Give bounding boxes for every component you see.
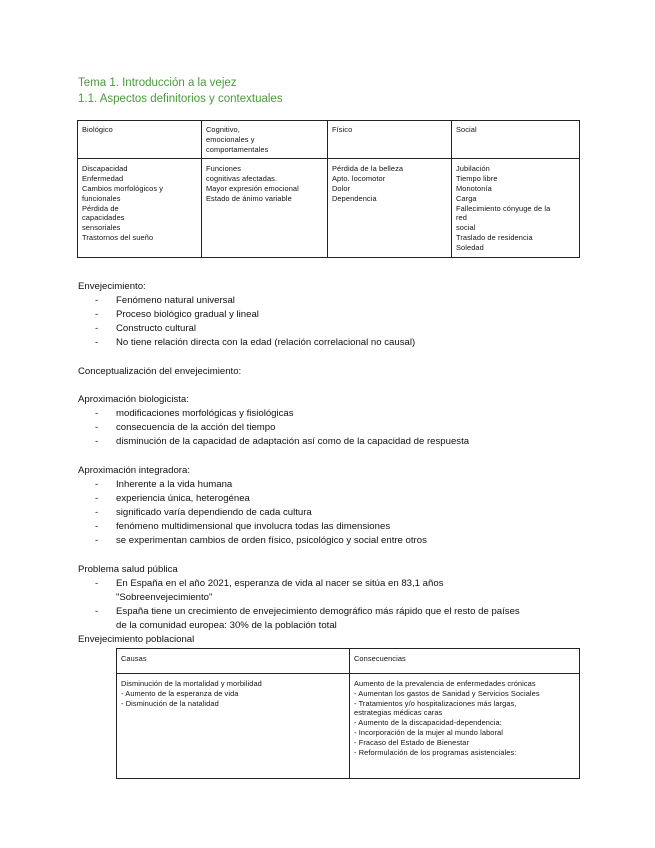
cell-line: sensoriales [82,223,121,233]
dash-bullet-icon: - [95,479,99,490]
cell-line: Estado de ánimo variable [206,193,292,203]
aspects-header-cell [202,121,328,159]
cell-line: Aumento de la prevalencia de enfermedades crónicas [354,679,536,688]
aspects-header-cell [78,121,202,159]
causes-body-cell [117,674,350,779]
cell-line: - Tratamientos y/o hospitalizaciones más largas, [354,698,517,708]
dash-bullet-icon: - [95,309,99,320]
cell-line: Monotonía [456,183,492,193]
list-item-text: Proceso biológico gradual y lineal [116,309,259,320]
cell-line: - Disminución de la natalidad [121,698,219,708]
dash-bullet-icon: - [95,422,99,433]
cell-line: Pérdida de la belleza [332,164,404,174]
topic-heading: Tema 1. Introducción a la vejez [78,77,237,89]
cell-line: Fallecimiento cónyuge de la [456,203,551,213]
list-item-text: fenómeno multidimensional que involucra todas las dimensiones [116,521,391,532]
list-item [78,534,427,548]
list-item-text: Constructo cultural [116,323,196,334]
list-item [78,322,415,336]
dash-bullet-icon: - [95,493,99,504]
list-item [78,577,520,605]
list-item-text: disminución de la capacidad de adaptación así como de la capacidad de respuesta [116,436,470,447]
header-label: Cognitivo, emocionales y comportamentales [206,125,269,154]
envejecimiento-title: Envejecimiento: [78,281,146,292]
list-item-text: En España en el año 2021, esperanza de vida al nacer se sitúa en 83,1 años [116,578,444,589]
biologicista-list [78,407,469,449]
cell-line: Soledad [456,242,484,252]
list-item [78,336,415,350]
list-item [78,308,415,322]
list-item-text: se experimentan cambios de orden físico, psicológico y social entre otros [116,535,427,546]
list-item-text: experiencia única, heterogénea [116,493,250,504]
cell-line: Cambios morfológicos y [82,183,164,193]
list-item [78,294,415,308]
list-item [78,421,469,435]
cell-line: - Aumento de la esperanza de vida [121,688,239,698]
cell-line: Tiempo libre [456,174,498,184]
list-item-text: modificaciones morfológicas y fisiológicas [116,408,294,419]
dash-bullet-icon: - [95,535,99,546]
list-item [78,506,427,520]
integradora-title: Aproximación integradora: [78,465,190,476]
cell-line: Jubilación [456,164,490,174]
cell-line: funcionales [82,193,121,203]
cell-line: Carga [456,193,477,203]
list-item [78,605,520,633]
cell-line: Funciones [206,164,241,174]
poblacional-title: Envejecimiento poblacional [78,634,195,645]
cell-line: Mayor expresión emocional [206,183,299,193]
header-label: Biológico [82,125,113,134]
cell-line: Apto. locomotor [332,174,386,184]
cell-line: Dependencia [332,193,377,203]
cell-line: Trastornos del sueño [82,232,154,242]
aspects-header-cell [452,121,580,159]
dash-bullet-icon: - [95,295,99,306]
list-item-text: No tiene relación directa con la edad (relación correlacional no causal) [116,337,416,348]
header-label: Social [456,125,477,134]
cell-line: Discapacidad [82,164,128,174]
dash-bullet-icon: - [95,578,99,589]
cell-line: - Incorporación de la mujer al mundo laboral [354,727,504,737]
list-item-text: Inherente a la vida humana [116,479,233,490]
cell-line: Dolor [332,183,351,193]
subtopic-heading: 1.1. Aspectos definitorios y contextuales [78,93,283,105]
causes-consequences-table [116,648,580,779]
aspects-table [77,120,580,258]
list-item [78,520,427,534]
list-item-text: Fenómeno natural universal [116,295,235,306]
list-item [78,492,427,506]
cell-line: - Fracaso del Estado de Bienestar [354,737,470,747]
cell-line: Pérdida de [82,203,119,213]
consequences-body-cell [350,674,580,779]
causes-table-body-row [117,674,580,779]
salud-publica-title: Problema salud pública [78,564,178,575]
aspects-table-body-row [78,159,580,258]
cell-line: social [456,223,476,233]
cell-line: - Aumento de la discapacidad-dependencia: [354,718,502,728]
dash-bullet-icon: - [95,507,99,518]
cell-line: red [456,213,467,223]
cell-line: Enfermedad [82,174,124,184]
cell-line: - Aumentan los gastos de Sanidad y Servicios Sociales [354,688,540,698]
salud-publica-list [78,577,520,633]
dash-bullet-icon: - [95,436,99,447]
dash-bullet-icon: - [95,323,99,334]
consequences-header-cell: Consecuencias [350,649,580,674]
biologicista-title: Aproximación biologicista: [78,394,189,405]
cell-line: - Reformulación de los programas asistenciales: [354,747,517,757]
cell-line: estrategias médicas caras [354,708,443,718]
list-item-text: España tiene un crecimiento de envejecimiento demográfico más rápido que el resto de países [116,606,520,617]
list-item [78,478,427,492]
aspects-body-cell [452,159,580,258]
causes-header-cell: Causas [117,649,350,674]
list-item [78,435,469,449]
cell-line: capacidades [82,213,125,223]
dash-bullet-icon: - [95,606,99,617]
list-item-text: consecuencia de la acción del tiempo [116,422,276,433]
cell-line: Disminución de la mortalidad y morbilidad [121,679,262,688]
dash-bullet-icon: - [95,408,99,419]
cell-line: cognitivas afectadas. [206,174,278,184]
envejecimiento-list [78,294,415,350]
list-item-text: "Sobreenvejecimiento" [116,592,213,603]
dash-bullet-icon: - [95,337,99,348]
aspects-body-cell [202,159,328,258]
list-item [78,407,469,421]
aspects-body-cell [328,159,452,258]
cell-line: Traslado de residencia [456,232,533,242]
integradora-list [78,478,427,548]
aspects-table-header-row [78,121,580,159]
conceptualizacion-title: Conceptualización del envejecimiento: [78,366,242,377]
list-item-text: de la comunidad europea: 30% de la población total [116,620,337,631]
causes-table-header-row [117,649,580,674]
dash-bullet-icon: - [95,521,99,532]
aspects-header-cell [328,121,452,159]
aspects-body-cell [78,159,202,258]
list-item-text: significado varía dependiendo de cada cultura [116,507,312,518]
header-label: Físico [332,125,353,134]
